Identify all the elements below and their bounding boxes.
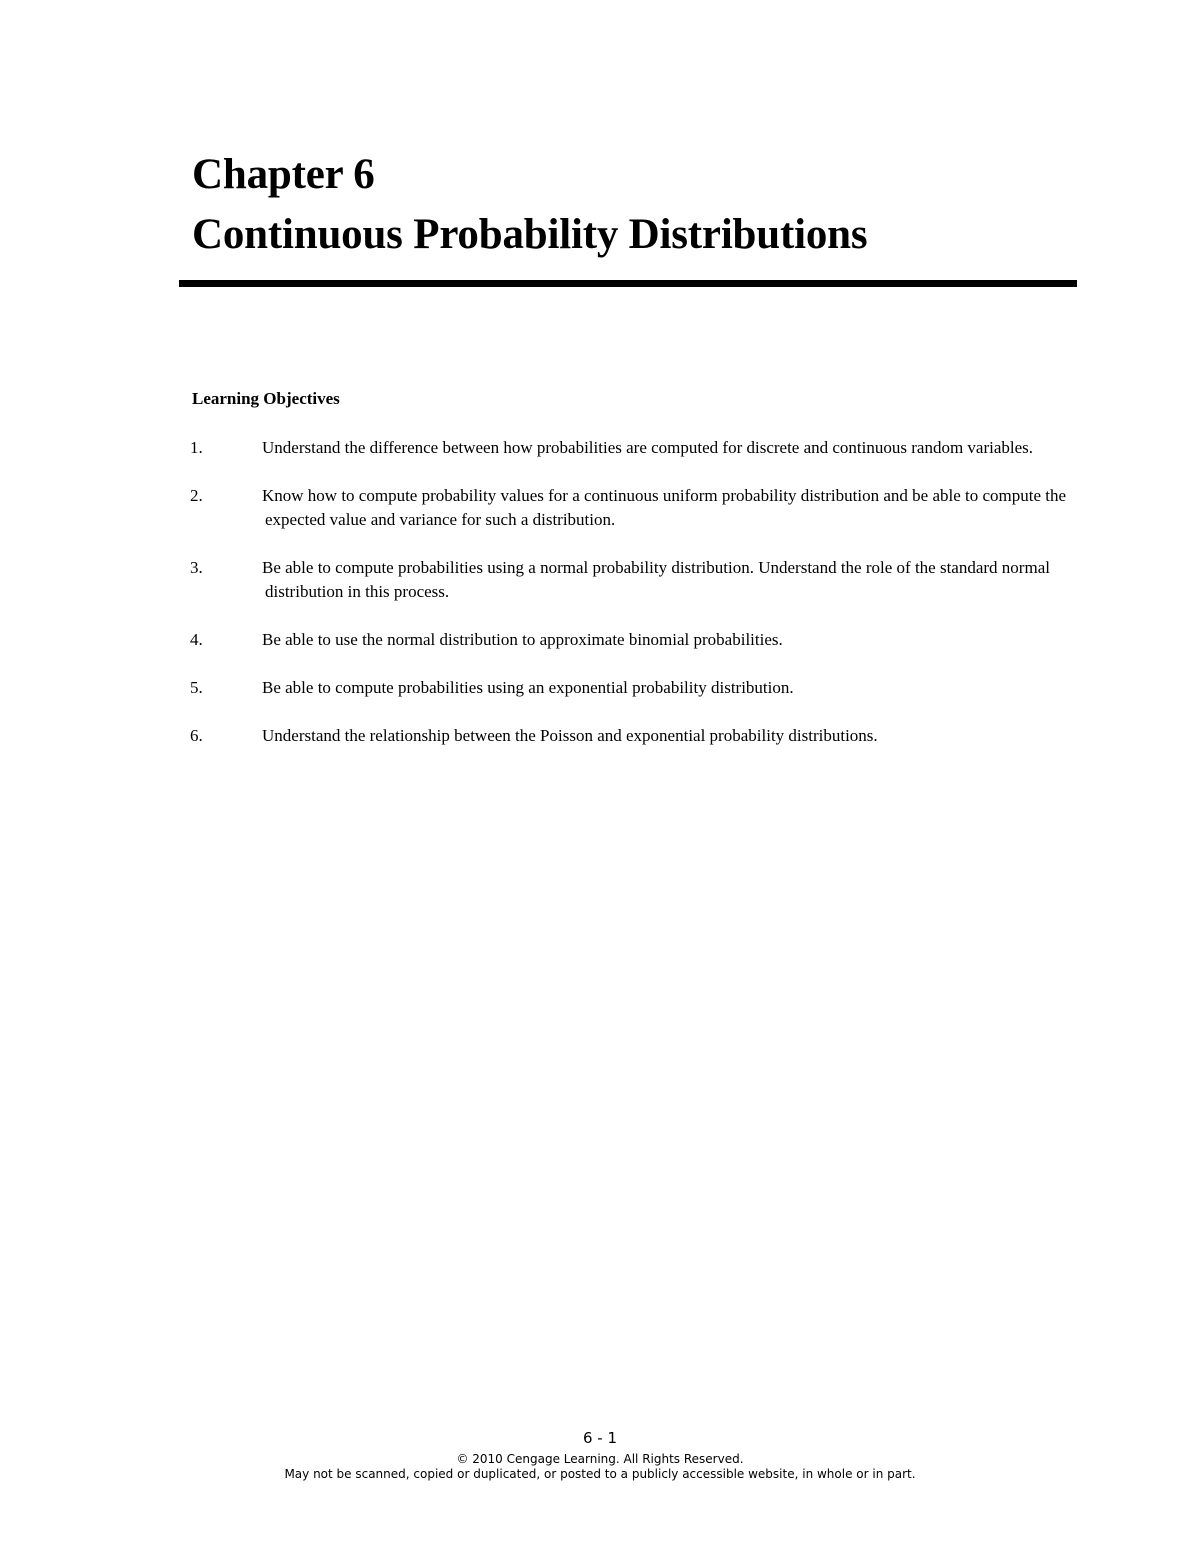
rights-notice: May not be scanned, copied or duplicated, or posted to a publicly accessible website, in whole or in part. xyxy=(284,1467,916,1481)
learning-objectives-list xyxy=(190,436,1070,772)
objective-number: 6. xyxy=(190,726,203,745)
chapter-title: Continuous Probability Distributions xyxy=(192,211,868,258)
heading-divider xyxy=(179,280,1077,287)
objective-text: Understand the relationship between the Poisson and exponential probability distributions. xyxy=(262,726,878,745)
copyright-notice: © 2010 Cengage Learning. All Rights Reserved. xyxy=(456,1452,744,1466)
objective-number: 5. xyxy=(190,678,203,697)
objective-text: Be able to use the normal distribution to approximate binomial probabilities. xyxy=(262,630,783,649)
objective-item-3 xyxy=(190,556,1070,604)
objective-item-4 xyxy=(190,628,1070,652)
objective-item-2 xyxy=(190,484,1070,532)
objective-item-5 xyxy=(190,676,1070,700)
objective-text: Be able to compute probabilities using an exponential probability distribution. xyxy=(262,678,794,697)
objective-item-6 xyxy=(190,724,1070,748)
objective-number: 1. xyxy=(190,438,203,457)
objective-number: 4. xyxy=(190,630,203,649)
chapter-heading xyxy=(192,145,867,265)
chapter-label: Chapter 6 xyxy=(192,151,375,198)
objective-text: Understand the difference between how probabilities are computed for discrete and continuous random variables. xyxy=(262,438,1034,457)
objective-text: Know how to compute probability values for a continuous uniform probability distribution and be able to compute the expected value and variance for such a distribution. xyxy=(262,486,1067,529)
objective-item-1 xyxy=(190,436,1070,460)
objective-number: 2. xyxy=(190,486,203,505)
learning-objectives-heading: Learning Objectives xyxy=(192,389,340,408)
objective-text: Be able to compute probabilities using a normal probability distribution. Understand the role of the standard normal distribution in this process. xyxy=(262,558,1050,601)
objective-number: 3. xyxy=(190,558,203,577)
page-number: 6 - 1 xyxy=(582,1429,618,1447)
